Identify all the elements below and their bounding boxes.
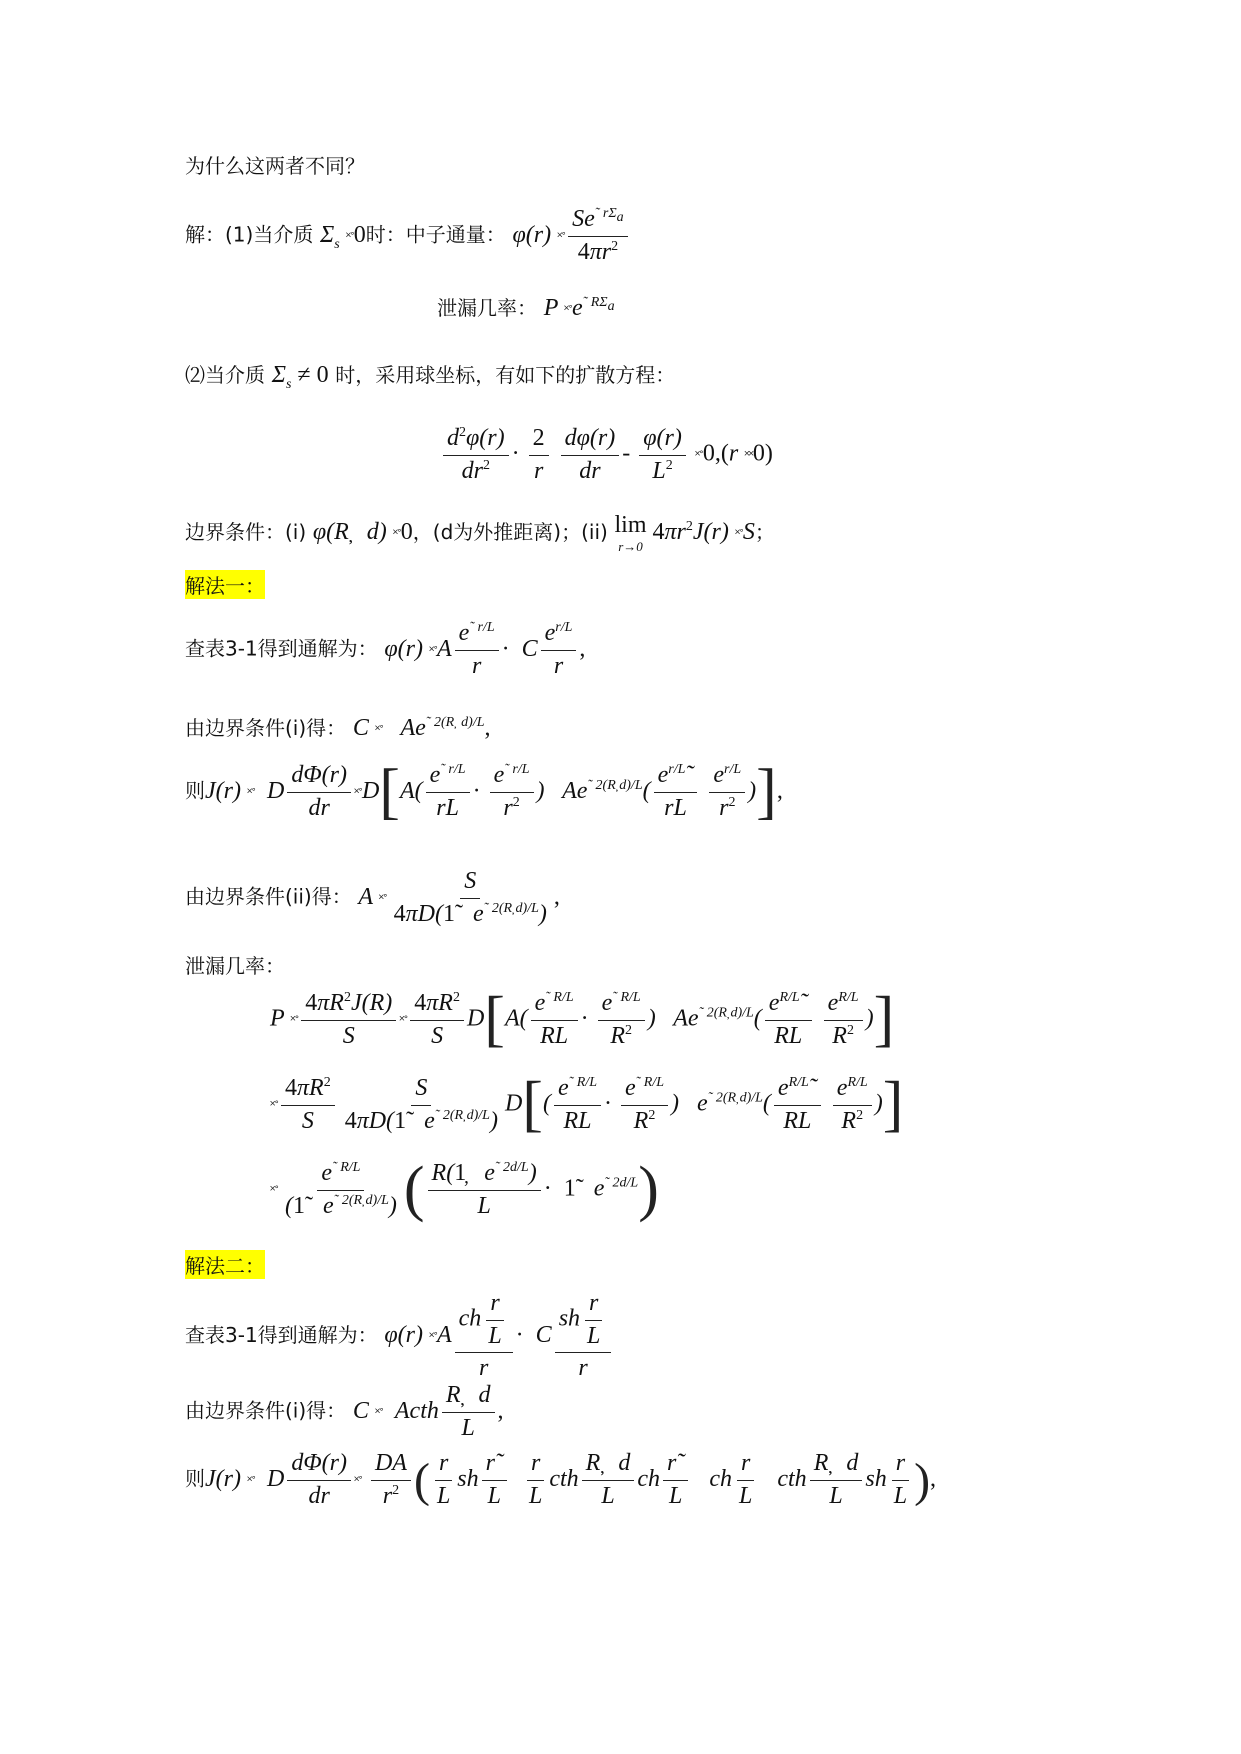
method2-then-label: 则 <box>185 1466 205 1491</box>
method1-bc-i-label: 由边界条件(i)得： <box>185 716 347 740</box>
case2-line: ⑵当介质 $\Sigma_s \ne 0$ 时，采用球坐标，有如下的扩散方程： <box>185 362 676 392</box>
method1-leak-label: 泄漏几率： <box>185 954 285 978</box>
case1-leak-line <box>437 292 615 322</box>
diffusion-equation: $\frac{d^2\varphi(r)}{dr^2}$ · $\frac{2}{r}$ $\frac{d\varphi(r)}{dr}$ - $\frac{\varphi(r)}{L^2}$ ˟˚0,(r ˟˟0) <box>440 425 773 485</box>
bc-d-note: ，(d为外推距离)； <box>412 520 582 545</box>
method1-bc2-line: 由边界条件(ii)得： A ˟˚ $\frac{S}{4\pi D(1̃ e^{˜ 2(R̦ d)/L})}$ , <box>185 868 560 927</box>
bc-label: 边界条件： <box>185 520 285 545</box>
leak-formula-1: P $˟˚e^{˜ R\Sigma_a}$ <box>543 295 615 321</box>
flux-formula: φ(r) ˟˚ $Se^{˜ r\Sigma_a}$ $4\pi r^2$ <box>512 222 630 248</box>
method1-bc-ii-label: 由边界条件(ii)得： <box>185 884 352 909</box>
case1-prefix: (1)当介质 <box>225 222 314 247</box>
method2-gen-label: 查表3-1得到通解为： <box>185 1322 378 1347</box>
solution-label: 解： <box>185 222 225 247</box>
method1-title: 解法一： <box>185 570 265 599</box>
method1-gen-label: 查表3-1得到通解为： <box>185 636 378 661</box>
method2-bc1-line: 由边界条件(i)得： C ˟˚ Acth $\frac{R̦ d}{L}$ , <box>185 1382 504 1441</box>
leak-label-1: 泄漏几率： <box>437 296 537 320</box>
method1-bc1-line: 由边界条件(i)得： C ˟˚ $Ae^{˜ 2(R̦ d)/L}$, <box>185 715 491 741</box>
leak-derivation-3: ˟˚ $\frac{e^{˜ R/L}}{(1̃ e^{˜ 2(R̦ d)/L})}$ ( $\frac{R(1̦ e^{˜ 2d/L})}{L}$ · 1̃ $e^{˜ 2d/L}$) <box>270 1155 659 1224</box>
method2-current-line: 则J(r) ˟˚ D $\frac{d\Phi(r)}{dr}$ ˟˚ $\frac{DA}{r^2}$ ( $\frac{r}{L}$ sh $\frac{r˜}{L}$ $\frac{r}{L}$ cth $\frac{R̦ d}{L}$ ch $\frac{r˜}{L}$ ch $\frac{r}{L}$ cth $\frac{R̦ d}{L}$ sh $\frac{r}{L}$ ), <box>185 1450 937 1509</box>
case1-suffix: 时： <box>365 222 406 247</box>
method2-bc-i-label: 由边界条件(i)得： <box>185 1398 347 1423</box>
leak-derivation-1: P ˟˚ $\frac{4\pi R^2J(R)}{S}$ ˟˚ $\frac{4\pi R^2}{S}$ D[A( $\frac{e^{˜ R/L}}{RL}$ · $\frac{e^{˜ R/L}}{R^2}$ ) $Ae^{˜ 2(R̦ d)/L}$( $\frac{e^{R/L}˜}{RL}$ $\frac{e^{R/L}}{R^2}$ )] <box>270 985 895 1054</box>
leak-derivation-2: ˟˚ $\frac{4\pi R^2}{S}$ $\frac{S}{4\pi D(1̃ e^{˜ 2(R̦ d)/L})}$ D[( $\frac{e^{˜ R/L}}{RL}$ · $\frac{e^{˜ R/L}}{R^2}$ ) $e^{˜ 2(R̦ d)/L}$( $\frac{e^{R/L}˜}{RL}$ $\frac{e^{R/L}}{R^2}$ )] <box>270 1070 904 1139</box>
case2-suffix: 时，采用球坐标，有如下的扩散方程： <box>335 363 676 387</box>
case2-prefix: ⑵当介质 <box>185 363 265 387</box>
flux-label: 中子通量： <box>405 222 506 247</box>
bc-ii-label: (ii) <box>581 520 608 545</box>
question-text: 为什么这两者不同？ <box>185 154 365 178</box>
method1-then-label: 则 <box>185 778 205 803</box>
method2-title: 解法二： <box>185 1250 265 1279</box>
method1-current-line: 则J(r) ˟˚ D $\frac{d\Phi(r)}{dr}$ ˟˚D[A( $\frac{e^{˜ r/L}}{rL}$ · $\frac{e^{˜ r/L}}{r^2}$ ) $Ae^{˜ 2(R̦ d)/L}$( $\frac{e^{r/L}˜}{rL}$ $\frac{e^{r/L}}{r^2}$ )], <box>185 757 783 826</box>
method2-general-line: 查表3-1得到通解为： φ(r) ˟˚A ch $\frac{r}{L}$ r · C sh $\frac{r}{L}$ r <box>185 1290 614 1383</box>
method1-general-line: 查表3-1得到通解为： φ(r) ˟˚A $\frac{e^{˜ r/L}}{r}$ · C $\frac{e^{r/L}}{r}$ , <box>185 620 586 679</box>
boundary-conditions: 边界条件：(i) φ(R̦ d) ˟˚0，(d为外推距离)；(ii) lim r→0 $4\pi r^2J(r)$ ˟˚S； <box>185 512 775 554</box>
bc-i-label: (i) <box>285 520 307 545</box>
case1-line: 解：(1)当介质 $\Sigma_s$ ˟˚0时：中子通量： φ(r) ˟˚ $Se^{˜ r\Sigma_a}$ $4\pi r^2$ <box>185 206 631 266</box>
